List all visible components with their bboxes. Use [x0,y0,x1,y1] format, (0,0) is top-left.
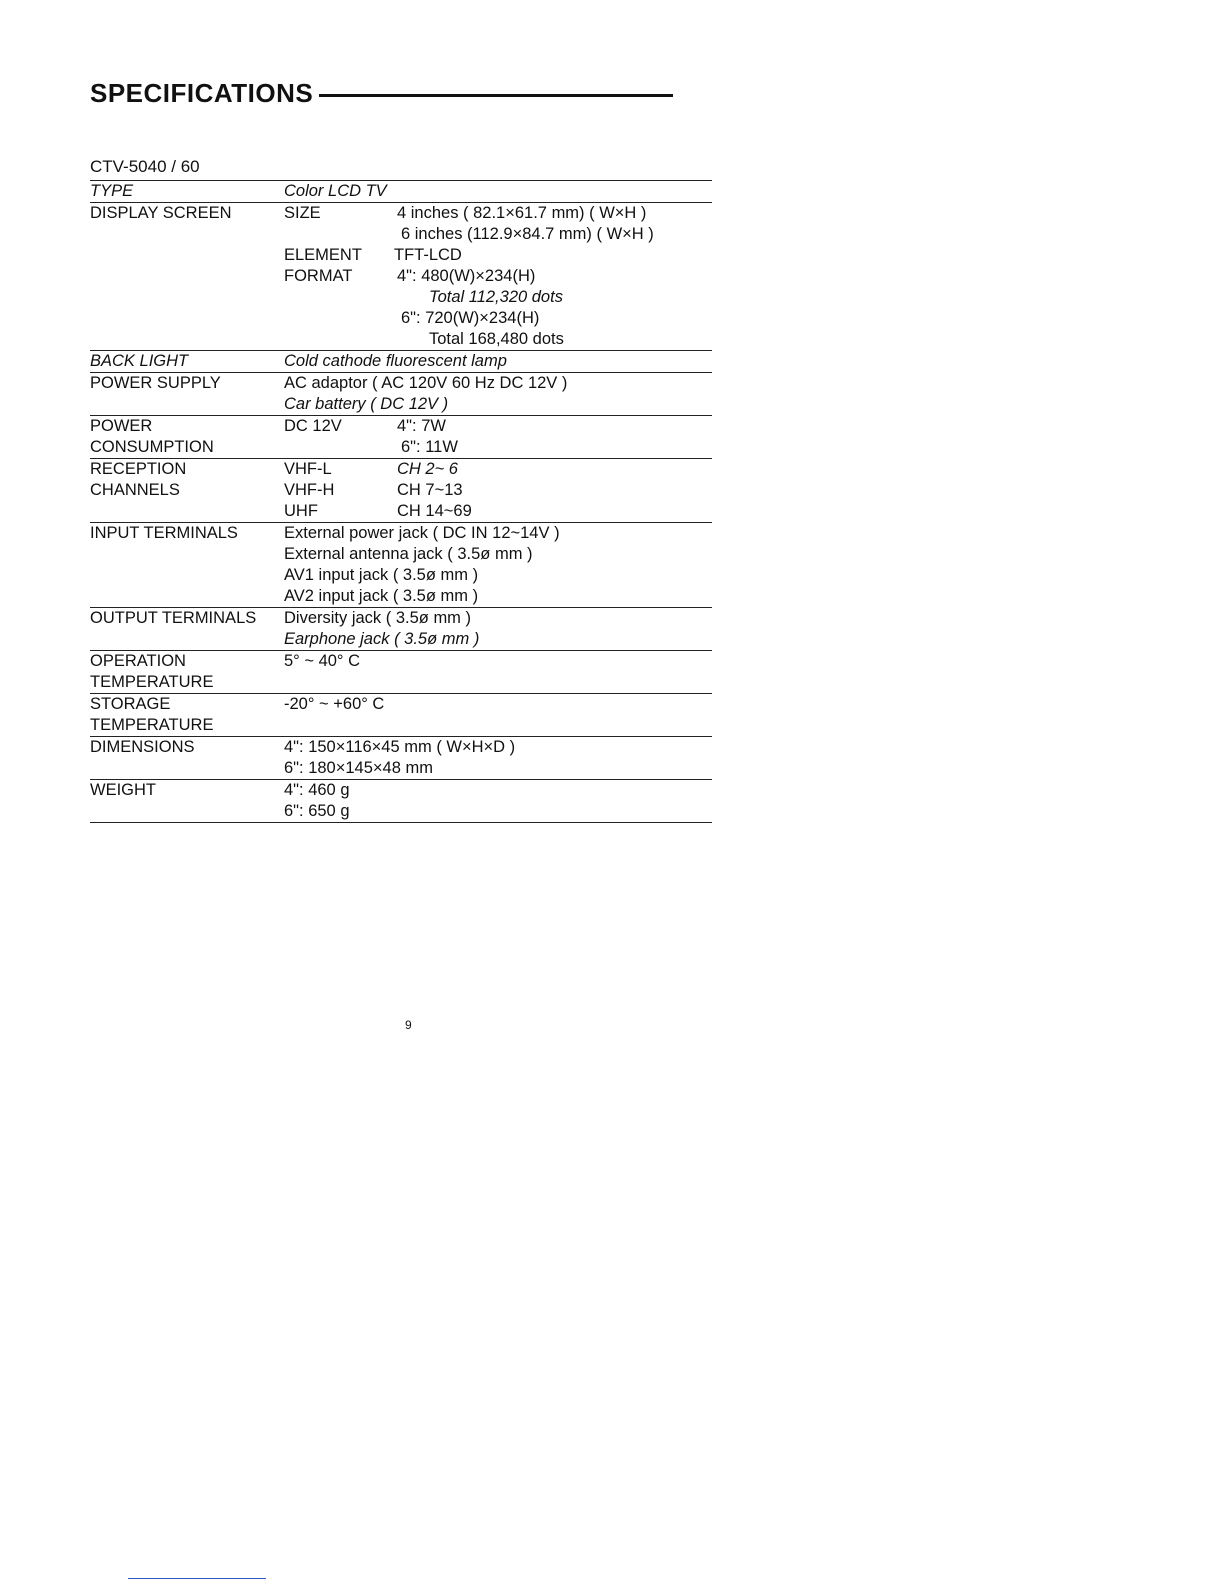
display-element-row [284,245,712,266]
spec-value-back-light: Cold cathode fluorescent lamp [284,352,507,370]
power-consumption-row1 [284,416,712,437]
spec-row-back-light [90,351,712,373]
spec-label-power-consumption-1: POWER [90,417,153,435]
spec-row-reception-channels [90,459,712,523]
spec-label-reception-2: CHANNELS [90,481,180,499]
channel-band: UHF [284,502,318,520]
spec-row-weight [90,780,712,823]
channel-range: CH 14~69 [397,502,472,520]
spec-row-operation-temperature [90,651,712,694]
input-terminal-line: AV1 input jack ( 3.5ø mm ) [284,566,479,584]
channel-range: CH 7~13 [397,481,463,499]
spec-label-dimensions: DIMENSIONS [90,738,195,756]
spec-row-power-supply [90,373,712,416]
dimensions-line2: 6": 180×145×48 mm [284,759,433,777]
display-size-row [284,203,712,224]
display-format-line3: 6": 720(W)×234(H) [401,309,540,327]
channel-band: VHF-L [284,460,332,478]
channel-range: CH 2~ 6 [397,460,458,478]
spec-label-display-screen: DISPLAY SCREEN [90,204,232,222]
spec-value-type: Color LCD TV [284,182,387,200]
power-consumption-key: DC 12V [284,417,342,435]
display-element-key: ELEMENT [284,246,362,264]
display-format-line4: Total 168,480 dots [429,330,564,348]
spec-row-storage-temperature [90,694,712,737]
power-supply-line1: AC adaptor ( AC 120V 60 Hz DC 12V ) [284,374,568,392]
bottom-link-rule [128,1578,266,1579]
heading-rule [319,94,673,97]
spec-row-power-consumption [90,416,712,459]
spec-row-output-terminals [90,608,712,651]
channel-row-vhf-l [284,459,712,480]
display-size-line1: 4 inches ( 82.1×61.7 mm) ( W×H ) [397,204,647,222]
output-terminal-line2: Earphone jack ( 3.5ø mm ) [284,630,480,648]
power-consumption-val2: 6": 11W [401,438,458,456]
spec-label-weight: WEIGHT [90,781,156,799]
spec-label-storage-1: STORAGE [90,695,171,713]
input-terminal-line: AV2 input jack ( 3.5ø mm ) [284,587,479,605]
channel-band: VHF-H [284,481,335,499]
spec-label-output-terminals: OUTPUT TERMINALS [90,609,257,627]
display-format-line2: Total 112,320 dots [429,288,563,306]
model-number: CTV-5040 / 60 [90,157,200,176]
page-heading [90,78,673,109]
storage-temperature-value: -20° ~ +60° C [284,695,385,713]
page-number: 9 [405,1018,412,1032]
display-format-line1: 4": 480(W)×234(H) [397,267,536,285]
spec-label-reception-1: RECEPTION [90,460,187,478]
spec-label-power-consumption-2: CONSUMPTION [90,438,214,456]
display-size-key: SIZE [284,204,321,222]
spec-label-operation-2: TEMPERATURE [90,673,214,691]
input-terminal-line: External power jack ( DC IN 12~14V ) [284,524,560,542]
spec-label-type: TYPE [90,182,134,200]
spec-row-dimensions [90,737,712,780]
spec-label-back-light: BACK LIGHT [90,352,189,370]
spec-label-power-supply: POWER SUPPLY [90,374,221,392]
display-size-line2: 6 inches (112.9×84.7 mm) ( W×H ) [401,225,654,243]
display-element-val: TFT-LCD [394,246,462,264]
spec-row-input-terminals [90,523,712,608]
spec-label-input-terminals: INPUT TERMINALS [90,524,238,542]
dimensions-line1: 4": 150×116×45 mm ( W×H×D ) [284,738,516,756]
output-terminal-line1: Diversity jack ( 3.5ø mm ) [284,609,472,627]
weight-line1: 4": 460 g [284,781,350,799]
input-terminal-line: External antenna jack ( 3.5ø mm ) [284,545,533,563]
spec-label-storage-2: TEMPERATURE [90,716,214,734]
spec-label-operation-1: OPERATION [90,652,186,670]
weight-line2: 6": 650 g [284,802,350,820]
spec-table [90,180,712,823]
channel-row-uhf [284,501,712,522]
heading-title: SPECIFICATIONS [90,78,314,108]
spec-row-type [90,181,712,203]
power-supply-line2: Car battery ( DC 12V ) [284,395,449,413]
power-consumption-val1: 4": 7W [397,417,446,435]
display-format-row [284,266,712,287]
operation-temperature-value: 5° ~ 40° C [284,652,361,670]
spec-row-display-screen [90,203,712,351]
display-format-key: FORMAT [284,267,353,285]
channel-row-vhf-h [284,480,712,501]
